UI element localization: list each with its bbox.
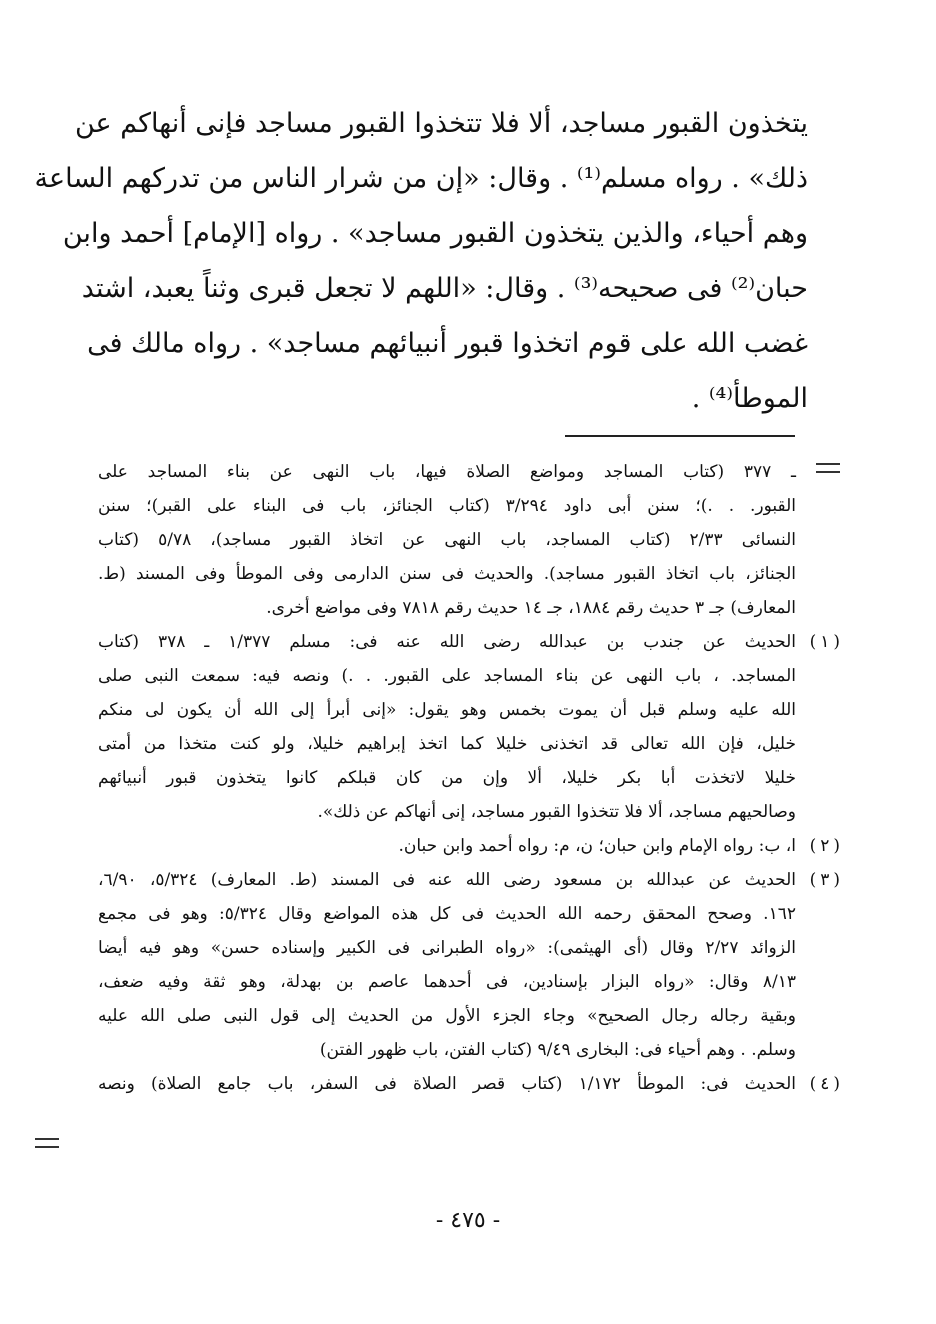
body-line: ذلك» . رواه مسلم⁽¹⁾ . وقال: «إن من شرار الناس من تدركهم الساعة [34,163,808,194]
body-line: يتخذون القبور مساجد، ألا فلا تتخذوا القبور مساجد فإنى أنهاكم عن [74,108,808,139]
footnote-4 [98,1067,840,1101]
footnote-line: ا، ب: رواه الإمام وابن حبان؛ ن، م: رواه أحمد وابن حبان. [398,836,796,856]
footnote-number: (١) [809,632,840,652]
footnote-number: (٣) [809,870,840,890]
footnote-line: الجنائز، باب اتخاذ القبور مساجد). والحديث فى سنن الدارمى وفى الموطأ وفى المسند (ط. [98,564,796,584]
footnote-line: ١٦٢. وصحح المحقق رحمه الله الحديث فى كل هذه المواضع وقال ٥/٣٢٤: وهو فى مجمع [98,904,796,924]
footnote-line: الحديث فى: الموطأ ١/١٧٢ (كتاب قصر الصلاة فى السفر، باب جامع الصلاة) ونصه [98,1074,796,1094]
footnote-line: القبور. . .)؛ سنن أبى داود ٣/٢٩٤ (كتاب الجنائز، باب فى البناء على القبر)؛ سنن [98,496,797,516]
footnote-line: الحديث عن عبدالله بن مسعود رضى الله عنه فى المسند (ط. المعارف) ٥/٣٢٤، ٦/٩٠، [98,870,797,890]
footnote-1 [98,625,840,829]
footnote-line: ٨/١٣ وقال: «رواه البزار بإسنادين، فى أحدهما عاصم بن بهدلة، وهو ثقة وفيه ضعف، [98,972,796,992]
footnote-number: (٢) [809,836,840,856]
footnote-line: وسلم. . وهم أحياء فى: البخارى ٩/٤٩ (كتاب الفتن، باب ظهور الفتن) [319,1040,796,1060]
footnote-continuation [98,455,796,625]
footnote-line: المعارف) جـ ٣ حديث رقم ١٨٨٤، جـ ١٤ حديث رقم ٧٨١٨ وفى مواضع أخرى. [266,598,796,618]
margin-marker [35,1138,59,1148]
footnote-separator [565,435,795,437]
margin-marker [816,463,840,473]
footnote-line: الزوائد ٢/٢٧ وقال (أى الهيثمى): «رواه الطبرانى فى الكبير وإسناده حسن» وهو فيه أيضا [98,938,796,958]
footnote-line: الحديث عن جندب بن عبدالله رضى الله عنه فى: مسلم ١/٣٧٧ ـ ٣٧٨ (كتاب [98,632,796,652]
body-line: الموطأ⁽⁴⁾ . [691,383,808,414]
footnotes-section [98,455,840,1101]
body-line: غضب الله على قوم اتخذوا قبور أنبيائهم مساجد» . رواه مالك فى [87,328,808,359]
footnote-line: ـ ٣٧٧ (كتاب المساجد ومواضع الصلاة فيها، باب النهى عن بناء المساجد على [98,462,796,482]
footnote-number: (٤) [809,1074,840,1094]
footnote-line: الله عليه وسلم قبل أن يموت بخمس وهو يقول: «إنى أبرأ إلى الله أن يكون لى منكم [98,700,796,720]
footnote-line: المساجد. ، باب النهى عن بناء المساجد على القبور. . .) ونصه فيه: سمعت النبى صلى [98,666,796,686]
footnote-line: النسائى ٢/٣٣ (كتاب المساجد، باب النهى عن اتخاذ القبور مساجد)، ٥/٧٨ (كتاب [98,530,796,550]
body-line: حبان⁽²⁾ فى صحيحه⁽³⁾ . وقال: «اللهم لا تجعل قبرى وثناً يعبد، اشتد [81,273,808,304]
main-body-text [34,96,808,426]
footnote-line: خليلا لاتخذت أبا بكر خليلا، ألا وإن من كان قبلكم كانوا يتخذون قبور أنبيائهم [98,768,796,788]
footnote-line: وبقية رجاله رجال الصحيح» وجاء الجزء الأول من الحديث إلى قول النبى صلى الله عليه [98,1006,796,1026]
footnote-line: خليل، فإن الله تعالى قد اتخذنى خليلا كما اتخذ إبراهيم خليلا، ولو كنت متخذا من أمتى [98,734,796,754]
page-number: - ٤٧٥ - [435,1208,501,1233]
footnote-2 [98,829,840,863]
footnote-3 [98,863,840,1067]
body-line: وهم أحياء، والذين يتخذون القبور مساجد» . رواه [الإمام] أحمد وابن [62,218,808,249]
footnote-line: وصالحيهم مساجد، ألا فلا تتخذوا القبور مساجد، إنى أنهاكم عن ذلك». [317,802,796,822]
